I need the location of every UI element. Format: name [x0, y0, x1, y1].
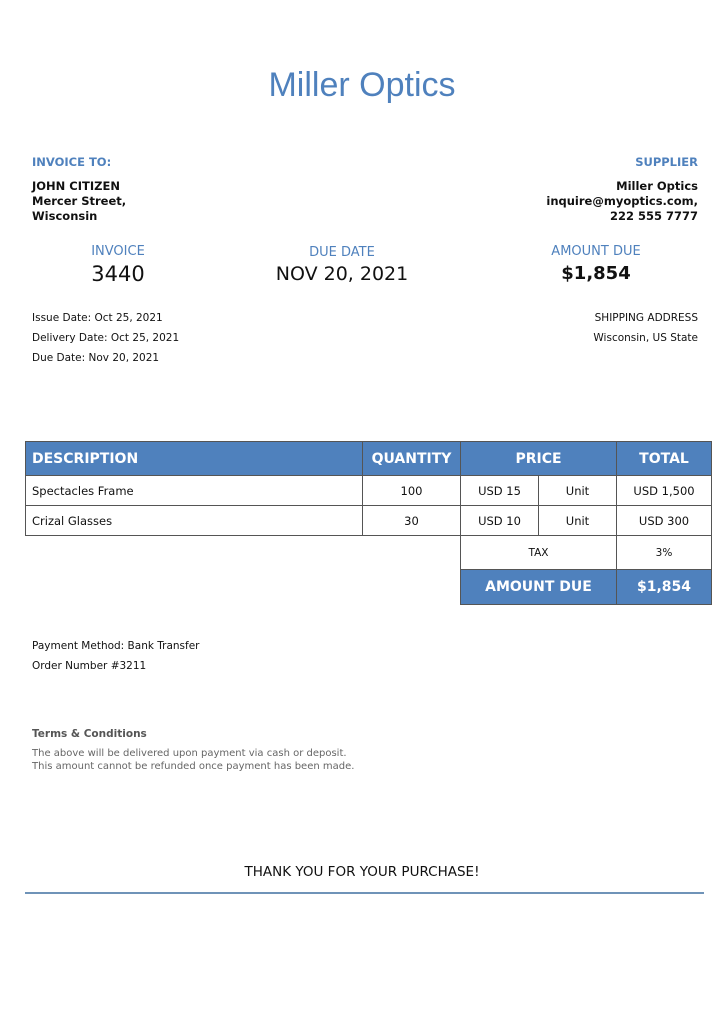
supplier-block	[546, 179, 698, 224]
due-date-label: DUE DATE	[309, 245, 375, 260]
order-number: Order Number #3211	[32, 660, 147, 672]
table-amount-due-label: AMOUNT DUE	[461, 570, 617, 605]
table-row	[26, 506, 712, 536]
shipping-address: Wisconsin, US State	[593, 332, 698, 344]
row-unit: Unit	[539, 506, 617, 536]
table-row	[26, 476, 712, 506]
due-date-detail: Due Date: Nov 20, 2021	[32, 352, 160, 364]
supplier-label: SUPPLIER	[635, 155, 698, 169]
bill-to-line2: Wisconsin	[32, 209, 98, 223]
bill-to-block	[32, 179, 126, 224]
payment-block	[32, 636, 200, 676]
tax-row	[26, 536, 712, 570]
header-total: TOTAL	[617, 442, 712, 476]
invoice-number: 3440	[91, 262, 145, 286]
terms-line1: The above will be delivered upon payment via cash or deposit.	[32, 748, 347, 759]
due-date-block	[262, 245, 422, 285]
issue-date: Issue Date: Oct 25, 2021	[32, 312, 163, 324]
footer-divider	[25, 892, 704, 894]
due-date-value: NOV 20, 2021	[275, 263, 409, 285]
row-price: USD 10	[461, 506, 539, 536]
row-quantity: 30	[363, 506, 461, 536]
company-title: Miller Optics	[268, 66, 456, 104]
shipping-label: SHIPPING ADDRESS	[594, 312, 698, 324]
row-total: USD 300	[617, 506, 712, 536]
invoice-label: INVOICE	[91, 244, 145, 259]
bill-to-line1: Mercer Street,	[32, 194, 127, 208]
tax-value: 3%	[617, 536, 712, 570]
row-description: Spectacles Frame	[26, 476, 363, 506]
bill-to-name: JOHN CITIZEN	[32, 179, 120, 193]
supplier-phone: 222 555 7777	[609, 209, 698, 223]
row-total: USD 1,500	[617, 476, 712, 506]
invoice-number-block	[58, 244, 178, 286]
dates-block	[32, 308, 179, 368]
row-quantity: 100	[363, 476, 461, 506]
supplier-email: inquire@myoptics.com,	[546, 194, 698, 208]
shipping-block	[593, 308, 698, 348]
amount-due-label: AMOUNT DUE	[551, 244, 641, 259]
header-quantity: QUANTITY	[363, 442, 461, 476]
row-unit: Unit	[539, 476, 617, 506]
terms-title: Terms & Conditions	[32, 728, 147, 740]
delivery-date: Delivery Date: Oct 25, 2021	[32, 332, 180, 344]
amount-due-row	[26, 570, 712, 605]
supplier-name: Miller Optics	[616, 179, 698, 193]
row-price: USD 15	[461, 476, 539, 506]
tax-label: TAX	[461, 536, 617, 570]
header-price: PRICE	[461, 442, 617, 476]
terms-line2: This amount cannot be refunded once payment has been made.	[32, 761, 355, 772]
thank-you-message: THANK YOU FOR YOUR PURCHASE!	[244, 864, 480, 880]
table-header	[26, 442, 712, 476]
payment-method: Payment Method: Bank Transfer	[32, 640, 200, 652]
terms-text	[32, 747, 354, 773]
line-items-table	[25, 441, 712, 605]
table-amount-due-value: $1,854	[617, 570, 712, 605]
row-description: Crizal Glasses	[26, 506, 363, 536]
amount-due-value: $1,854	[561, 263, 631, 284]
header-description: DESCRIPTION	[26, 442, 363, 476]
amount-due-block	[536, 244, 656, 284]
invoice-to-label: INVOICE TO:	[32, 155, 112, 169]
